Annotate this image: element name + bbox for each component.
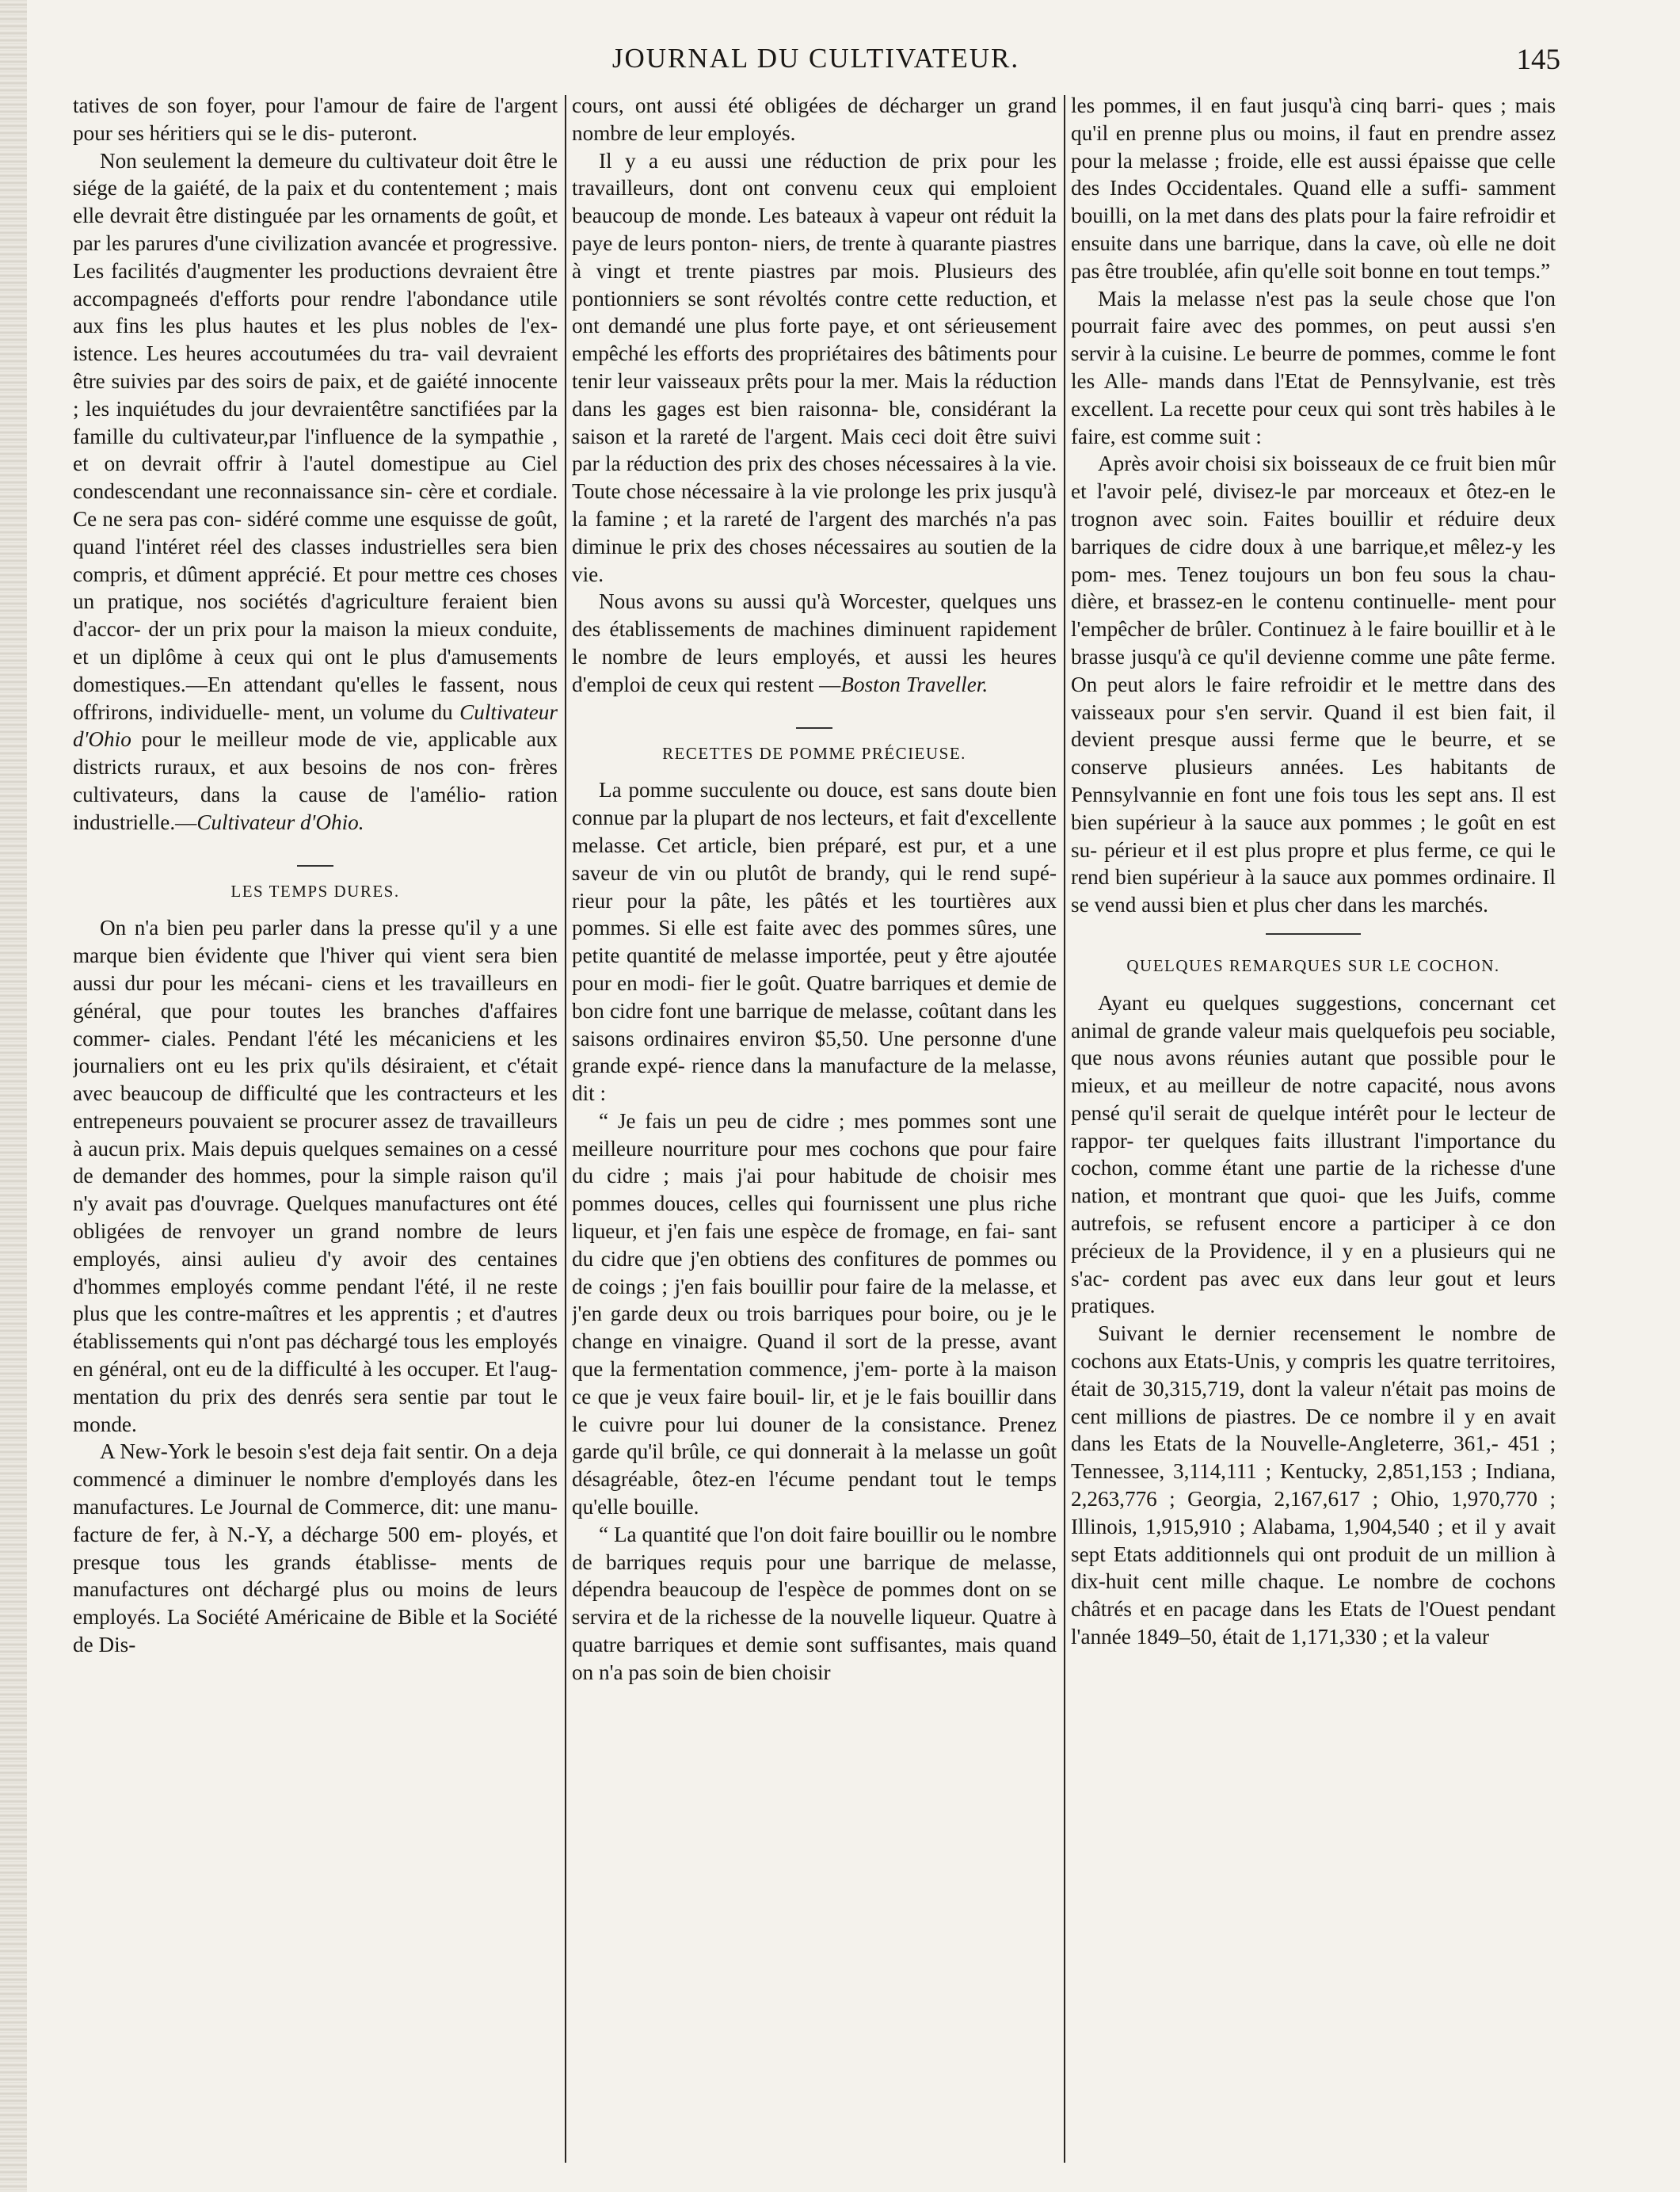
column-rule-right	[1064, 95, 1065, 2163]
paragraph: les pommes, il en faut jusqu'à cinq barri- ques ; mais qu'il en prenne plus ou moins, il faut en prendre assez pour la melasse ; froide, elle est aussi épaisse que celle des Indes Occidentales. Quand elle a suffi- samment bouilli, on la met dans des plats pour la faire refroidir et ensuite dans une barrique, dans la cave, où elle ne doit pas être troublée, afin qu'elle soit bonne en tout temps.”	[1071, 93, 1556, 283]
paragraph: cours, ont aussi été obligées de décharger un grand nombre de leur employés.	[572, 93, 1057, 145]
running-header	[71, 43, 1560, 82]
section-separator	[1266, 933, 1361, 935]
paragraph-text: Non seulement la demeure du cultivateur doit être le siége de la gaiété, de la paix et du contentement ; mais elle devrait être distinguée par les ornaments de goût, et par les parures d'une civilization avancée et progressive. Les facilités d'augmenter les productions devraient être accompagneés d'efforts pour rendre l'abondance utile aux fins les plus hautes et les plus nobles de l'ex- istence. Les heures accoutumées du tra- vail devraient être suivies par des soirs de paix, et de gaiété innocente ; les inquiétudes du jour devraientêtre sanctifiées par la famille du cultivateur,par l'influence de la sympathie , et on devrait offrir à l'autel domestipue au Ciel condescendant une reconnaissance sin- cère et cordiale. Ce ne sera pas con- sidéré comme une esquisse de goût, quand l'intéret réel des classes industrielles sera bien compris, et dûment apprécié. Et pour mettre ces choses un pratique, nos sociétés d'agriculture feraient bien d'accor- der un prix pour la maison la mieux conduite, et un diplôme à ceux qui ont le plus d'amusements domestiques.—En attendant qu'elles le fassent, nous offrirons, individuelle- ment, un volume du	[73, 148, 558, 724]
section-title: RECETTES DE POMME PRÉCIEUSE.	[662, 743, 966, 763]
paragraph: Suivant le dernier recensement le nombre de cochons aux Etats-Unis, y compris les quatre territoires, était de 30,315,719, dont la valeur n'était pas moins de cent millions de piastres. De ce nombre il y en avait dans les Etats de la Nouvelle-Angleterre, 361,- 451 ; Tennessee, 3,114,111 ; Kentucky, 2,851,153 ; Indiana, 2,263,776 ; Georgia, 2,167,617 ; Ohio, 1,970,770 ; Illinois, 1,915,910 ; Alabama, 1,904,540 ; et il y avait sept Etats additionnels qui ont produit de un million à dix-huit cent mille chaque. Le nombre de cochons châtrés et en pacage dans les Etats de l'Ouest pendant l'année 1849–50, était de 1,171,330 ; et la valeur	[1071, 1321, 1556, 1649]
paragraph: “ La quantité que l'on doit faire bouillir ou le nombre de barriques requis pour une barrique de melasse, dépendra beaucoup de l'espèce de pommes dont on se servira et de la richesse de la nouvelle liqueur. Quatre à quatre barriques et demie sont suffisantes, mais quand on n'a pas soin de bien choisir	[572, 1522, 1057, 1684]
paragraph: Ayant eu quelques suggestions, concernant cet animal de grande valeur mais quelquefois peu sociable, que nous avons réunies autant que possible pour le mieux, et au meilleur de notre capacité, nous avons pensé qu'il serait de quelque intérêt pour le lecteur de rappor- ter quelques faits illustrant l'importance du cochon, comme étant une partie de la richesse d'une nation, et montrant que quoi- que les Juifs, comme autrefois, se refusent encore a participer à ce don précieux de la Providence, il y en a plusieurs qui ne s'ac- cordent pas avec eux dans leur gout et leurs pratiques.	[1071, 990, 1556, 1318]
column-rule-left	[565, 95, 566, 2163]
paragraph	[572, 588, 1057, 698]
page-binding-edge	[0, 0, 27, 2192]
section-ornament	[73, 851, 558, 860]
page-number: 145	[1516, 44, 1560, 76]
column-middle	[572, 92, 1057, 2167]
paragraph: Il y a eu aussi une réduction de prix pour les travailleurs, dont ont convenu ceux qui emploient beaucoup de monde. Les bateaux à vapeur ont réduit la paye de leurs ponton- niers, de trente à quarante piastres à vingt et trente piastres par mois. Plusieurs des pontionniers se sont révoltés contre cette reduction, et ont demandé une plus forte paye, et ont sérieusement empêché les efforts des propriétaires des bâtiments pour tenir leur vaisseaux prêts pour la mer. Mais la réduction dans les gages est bien raisonna- ble, considérant la saison et la rareté de l'argent. Mais ceci doit être suivi par la réduction des prix des choses nécessaires à la vie. Toute chose nécessaire à la vie prolonge les prix jusqu'à la famine ; et la rareté de l'argent des marchés n'a pas diminue le prix des choses nécessaires au soutien de la vie.	[572, 148, 1057, 586]
paragraph: tatives de son foyer, pour l'amour de faire de l'argent pour ses héritiers qui se le dis- puteront.	[73, 93, 558, 145]
publication-name: Cultivateur d'Ohio	[73, 700, 558, 752]
paragraph: On n'a bien peu parler dans la presse qu'il y a une marque bien évidente que l'hiver qui vient sera bien aussi dur pour les mécani- ciens et les travailleurs en général, que pour toutes les branches d'affaires commer- ciales. Pendant l'été les mécaniciens et les journaliers ont eu les prix qu'ils désiraient, et c'était avec beaucoup de difficulté que les contracteurs et les entrepeneurs pouvaient se procurer assez de travailleurs à aucun prix. Mais depuis quelques semaines on a cessé de demander des hommes, pour la simple raison qu'il n'y avait pas d'ouvrage. Quelques manufactures ont été obligées de renvoyer un grand nombre de leurs employés, ainsi aulieu d'y avoir des centaines d'hommes employés comme pendant l'été, il ne reste plus que les contre-maîtres et les apprentis ; et d'autres établissements qui n'ont pas déchargé tous les employés en général, ont eu de la difficulté à les occuper. Et l'aug- mentation du prix des denrés sera sentie par tout le monde.	[73, 916, 558, 1436]
paragraph: Mais la melasse n'est pas la seule chose que l'on pourrait faire avec des pommes, on peut aussi s'en servir à la cuisine. Le beurre de pommes, comme le font les Alle- mands dans l'Etat de Pennsylvanie, est très excellent. La recette pour ceux qui sont très habiles à le faire, est comme suit :	[1071, 286, 1556, 448]
section-title: LES TEMPS DURES.	[230, 881, 400, 901]
source-credit: Boston Traveller.	[840, 672, 989, 696]
paragraph-text: pour le meilleur mode de vie, applicable aux districts ruraux, et aux besoins de nos con- frères cultivateurs, dans la cause de l'amélio- ration industrielle.—	[73, 727, 558, 834]
paragraph-text: Nous avons su aussi qu'à Worcester, quelques uns des établissements de machines diminuent rapidement le nombre de leurs employés, et aussi les heures d'emploi de ceux qui restent —	[572, 589, 1057, 696]
column-right	[1071, 92, 1556, 2167]
section-ornament	[572, 713, 1057, 722]
source-credit: Cultivateur d'Ohio.	[196, 810, 364, 834]
paragraph: “ Je fais un peu de cidre ; mes pommes sont une meilleure nourriture pour mes cochons que pour faire du cidre ; mais j'ai pour habitude de choisir mes pommes douces, celles qui fournissent une plus riche liqueur, et j'en fais une espèce de fromage, en fai- sant du cidre que j'en obtiens des confitures de pommes ou de coings ; j'en fais bouillir pour faire de la melasse, et j'en garde deux ou trois barriques pour boire, ou je le change en vinaigre. Quand il sort de la presse, avant que la fermentation commence, j'em- porte à la maison ce que je veux faire bouil- lir, et je le fais bouillir dans le cuivre pour lui douner de la consistance. Prenez garde qu'il brûle, ce qui donnerait à la melasse un goût désagréable, ôtez-en l'écume pendant tout le temps qu'elle bouille.	[572, 1108, 1057, 1519]
journal-title: JOURNAL DU CULTIVATEUR.	[611, 43, 1020, 74]
column-left	[73, 92, 558, 2167]
paragraph: Après avoir choisi six boisseaux de ce fruit bien mûr et l'avoir pelé, divisez-le par morceaux et ôtez-en le trognon avec soin. Faites bouillir et réduire deux barriques de cidre doux à une barrique,et mêlez-y les pom- mes. Tenez toujours un bon feu sous la chau- dière, et brassez-en le contenu continuelle- ment pour l'empêcher de brûler. Continuez à le faire bouillir et à le brasse jusqu'à ce qu'il devienne comme une pâte ferme. On peut alors le faire refroidir et le mettre dans des vaisseaux pour s'en servir. Quand il est bien fait, il devient presque aussi ferme que le beurre, et se conserve plusieurs années. Les habitants de Pennsylvannie en font une fois tous les sept ans. Il est bien supérieur à la sauce aux pommes ; le goût en est su- périeur et il est plus propre et plus ferme, ce qui le rend bien supérieur à la sauce aux pommes ordinaire. Il se vend aussi bien et plus cher dans les marchés.	[1071, 452, 1556, 917]
paragraph	[73, 147, 558, 837]
paragraph: La pomme succulente ou douce, est sans doute bien connue par la plupart de nos lecteurs, et fait d'excellente melasse. Cet article, bien préparé, est pur, et a une saveur de vin ou plutôt de brandy, qui le rend supé- rieur pour la pâte, les pâtés et les tourtières aux pommes. Si elle est faite avec des pommes sûres, une petite quantité de melasse importée, peut y être ajoutée pour en modi- fier le goût. Quatre barriques et demie de bon cidre font une barrique de melasse, coûtant dans les saisons ordinaires environ $5,50. Une personne d'une grande expé- rience dans la manufacture de la melasse, dit :	[572, 778, 1057, 1106]
section-title: QUELQUES REMARQUES SUR LE COCHON.	[1126, 955, 1500, 975]
paragraph: A New-York le besoin s'est deja fait sentir. On a deja commencé a diminuer le nombre d'employés dans les manufactures. Le Journal de Commerce, dit: une manu- facture de fer, à N.-Y, a décharge 500 em- ployés, et presque tous les grands établisse- ments de manufactures ont déchargé plus ou moins de leurs employés. La Société Américaine de Bible et la Société de Dis-	[73, 1439, 558, 1657]
